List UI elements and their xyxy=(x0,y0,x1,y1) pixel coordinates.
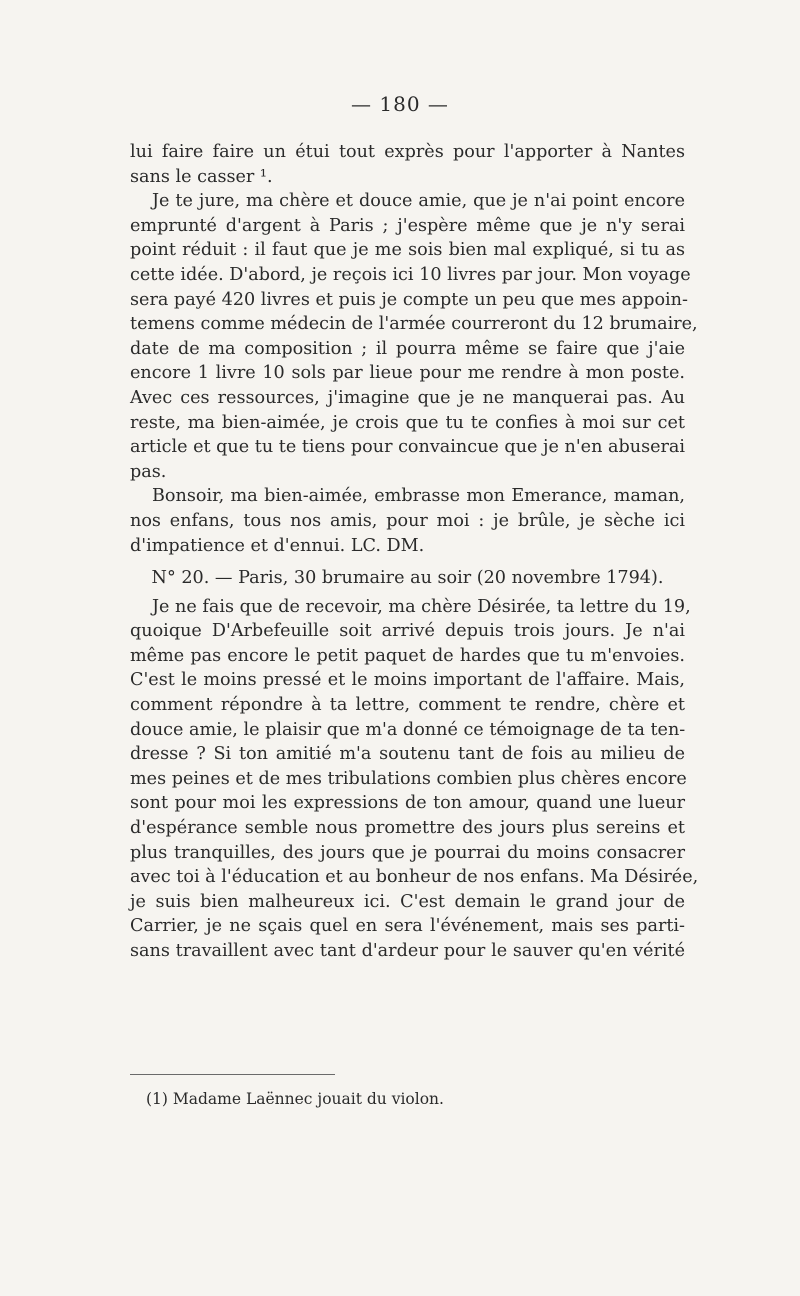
text-line: d'espérance semble nous promettre des jours plus sereins et xyxy=(130,818,685,839)
text-line: dresse ? Si ton amitié m'a soutenu tant de fois au milieu de xyxy=(130,744,685,765)
text-line: lui faire faire un étui tout exprès pour l'apporter à Nantes xyxy=(130,142,685,162)
text-line: reste, ma bien-aimée, je crois que tu te confies à moi sur cet xyxy=(130,412,685,433)
text-line: même pas encore le petit paquet de hardes que tu m'envoies. xyxy=(130,645,685,666)
text-line: date de ma composition ; il pourra même se faire que j'aie xyxy=(130,338,685,359)
text-line: sans le casser ¹. xyxy=(130,166,273,187)
text-line: Bonsoir, ma bien-aimée, embrasse mon Emerance, maman, xyxy=(152,486,685,507)
text-line: article et que tu te tiens pour convaincue que je n'en abuserai xyxy=(130,437,686,458)
footnote-divider xyxy=(130,1074,335,1075)
text-line: plus tranquilles, des jours que je pourrai du moins consacrer xyxy=(130,842,685,863)
text-line: Avec ces ressources, j'imagine que je ne manquerai pas. Au xyxy=(130,387,685,408)
letter-heading: N° 20. — Paris, 30 brumaire au soir (20 novembre 1794). xyxy=(151,568,664,589)
text-line: avec toi à l'éducation et au bonheur de nos enfans. Ma Désirée, xyxy=(130,867,699,888)
text-line: cette idée. D'abord, je reçois ici 10 livres par jour. Mon voyage xyxy=(130,264,691,285)
text-line: quoique D'Arbefeuille soit arrivé depuis trois jours. Je n'ai xyxy=(130,621,685,642)
text-line: nos enfans, tous nos amis, pour moi : je brûle, je sèche ici xyxy=(130,510,685,531)
text-line: point réduit : il faut que je me sois bien mal expliqué, si tu as xyxy=(130,240,685,261)
body-text xyxy=(130,140,699,964)
text-line: mes peines et de mes tribulations combien plus chères encore xyxy=(130,768,687,789)
text-line: C'est le moins pressé et le moins important de l'affaire. Mais, xyxy=(130,670,685,691)
text-line: comment répondre à ta lettre, comment te rendre, chère et xyxy=(130,695,685,716)
text-line: pas. xyxy=(130,461,167,482)
text-line: emprunté d'argent à Paris ; j'espère même que je n'y serai xyxy=(130,215,685,236)
text-line: je suis bien malheureux ici. C'est demain le grand jour de xyxy=(130,891,685,912)
text-line: Carrier, je ne sçais quel en sera l'événement, mais ses parti- xyxy=(130,916,685,937)
text-line: Je te jure, ma chère et douce amie, que je n'ai point encore xyxy=(152,191,685,212)
text-line: Je ne fais que de recevoir, ma chère Désirée, ta lettre du 19, xyxy=(152,596,691,617)
text-line: d'impatience et d'ennui. LC. DM. xyxy=(130,535,425,556)
text-line: sans travaillent avec tant d'ardeur pour le sauver qu'en vérité xyxy=(130,941,685,961)
text-line: temens comme médecin de l'armée courreront du 12 brumaire, xyxy=(130,314,698,335)
text-line: encore 1 livre 10 sols par lieue pour me rendre à mon poste. xyxy=(130,363,685,384)
text-line: douce amie, le plaisir que m'a donné ce témoignage de ta ten- xyxy=(130,719,686,740)
text-line: sont pour moi les expressions de ton amour, quand une lueur xyxy=(130,793,685,814)
page-number: — 180 — xyxy=(351,92,449,116)
footnote-text: (1) Madame Laënnec jouait du violon. xyxy=(146,1090,444,1108)
text-line: sera payé 420 livres et puis je compte un peu que mes appoin- xyxy=(130,289,688,310)
